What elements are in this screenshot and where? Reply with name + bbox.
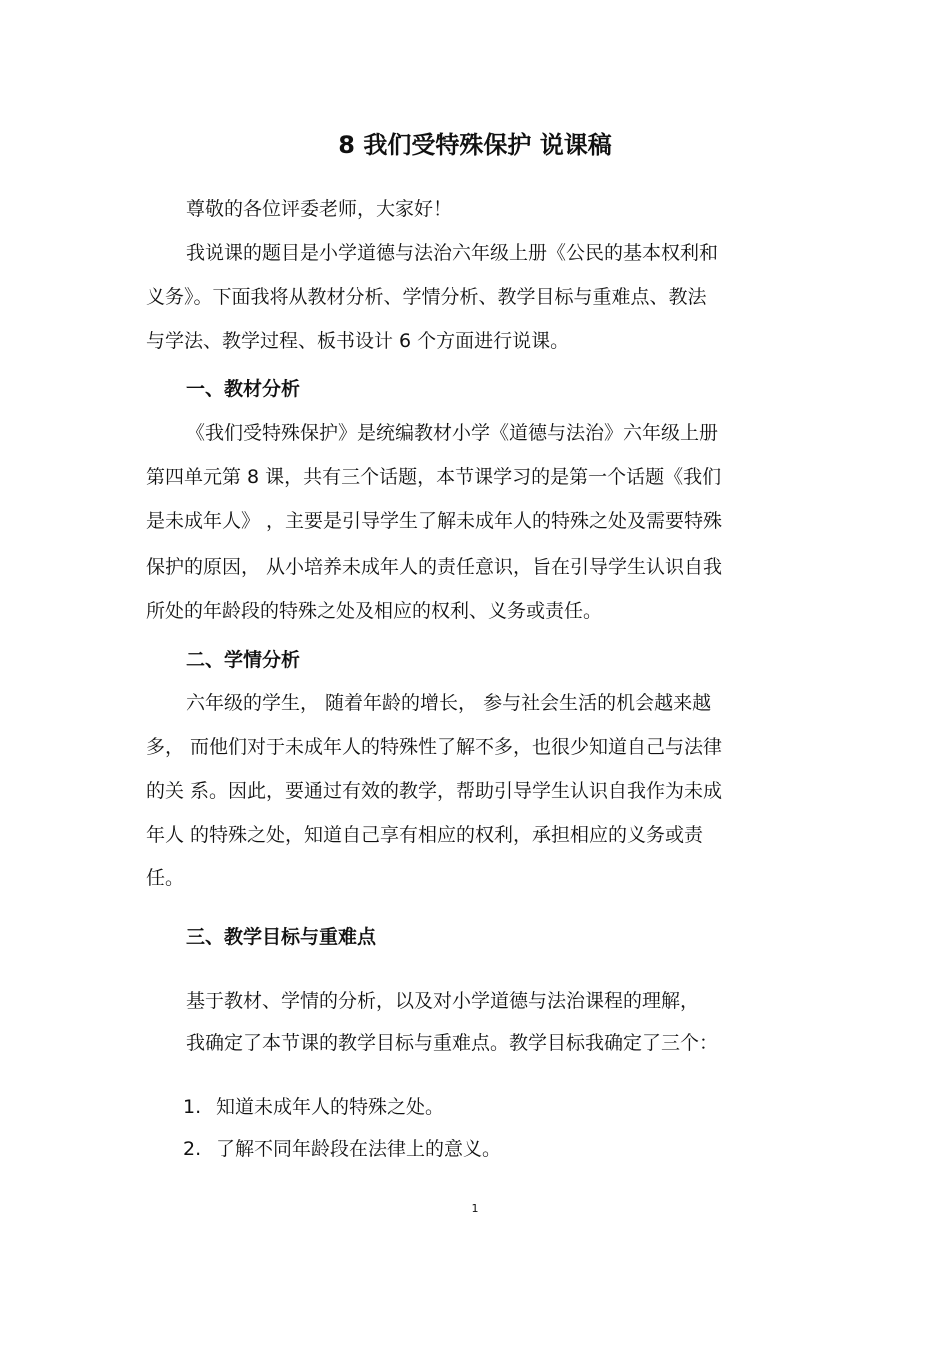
page-number: 1 (471, 1202, 479, 1215)
section1-line-1: 《我们受特殊保护》是统编教材小学《道德与法治》六年级上册 (186, 422, 719, 444)
section1-line-3: 是未成年人》 ，主要是引导学生了解未成年人的特殊之处及需要特殊 (146, 510, 723, 532)
section2-line-3: 的关 系。因此，要通过有效的教学，帮助引导学生认识自我作为未成 (146, 780, 723, 802)
section2-line-5: 任。 (146, 867, 185, 889)
section1-line-5: 所处的年龄段的特殊之处及相应的权利、义务或责任。 (146, 600, 603, 622)
goal-text: 了解不同年龄段在法律上的意义。 (216, 1138, 502, 1160)
section2-line-2: 多， 而他们对于未成年人的特殊性了解不多，也很少知道自己与法律 (146, 736, 723, 758)
greeting: 尊敬的各位评委老师，大家好！ (186, 198, 453, 220)
section-heading-textbook: 一、教材分析 (186, 378, 301, 400)
goal-number: 1. (183, 1096, 202, 1118)
section2-line-4: 年人 的特殊之处，知道自己享有相应的权利，承担相应的义务或责 (146, 824, 704, 846)
goal-text: 知道未成年人的特殊之处。 (216, 1096, 445, 1118)
section3-line-2: 我确定了本节课的教学目标与重难点。教学目标我确定了三个： (186, 1032, 719, 1054)
intro-line-3: 与学法、教学过程、板书设计 6 个方面进行说课。 (146, 330, 570, 352)
section-heading-goals: 三、教学目标与重难点 (186, 926, 377, 948)
intro-line-2: 义务》。下面我将从教材分析、学情分析、教学目标与重难点、教法 (146, 286, 707, 308)
intro-line-1: 我说课的题目是小学道德与法治六年级上册《公民的基本权利和 (186, 242, 719, 264)
section1-line-2: 第四单元第 8 课，共有三个话题，本节课学习的是第一个话题《我们 (146, 466, 722, 488)
section1-line-4: 保护的原因， 从小培养未成年人的责任意识，旨在引导学生认识自我 (146, 556, 723, 578)
section-heading-students: 二、学情分析 (186, 649, 301, 671)
section2-line-1: 六年级的学生， 随着年龄的增长， 参与社会生活的机会越来越 (186, 692, 712, 714)
section3-line-1: 基于教材、学情的分析，以及对小学道德与法治课程的理解， (186, 990, 700, 1012)
goal-number: 2. (183, 1138, 202, 1160)
document-title: 8 我们受特殊保护 说课稿 (338, 131, 612, 159)
